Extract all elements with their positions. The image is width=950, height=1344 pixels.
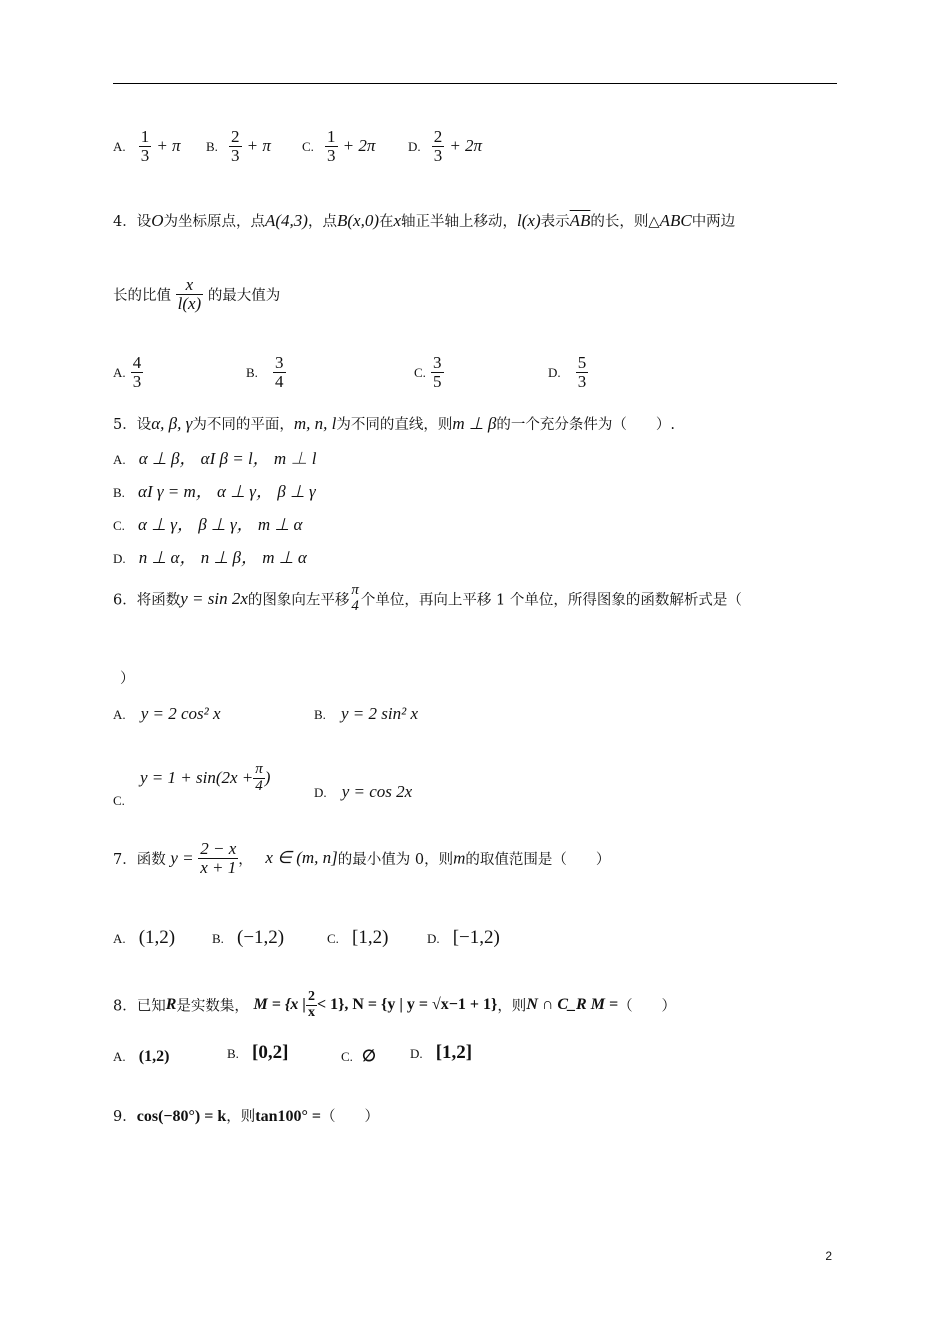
q3-option-a: A. $\frac{1}{3}$ + π <box>113 127 181 165</box>
q4-option-a: A. $\frac{4}{3}$ <box>113 353 142 391</box>
q5-stem: 5．设α, β, γ为不同的平面，m, n, l为不同的直线，则m ⊥ β的一个充分条件为（ ）. <box>113 414 675 433</box>
q6-option-c: $_{C.}$ y = 1 + sin(2x + $\frac{\pi}{4}$ ) <box>113 761 271 808</box>
q4-option-b: B. $\frac{3}{4}$ <box>246 353 284 391</box>
q4-stem-line1: 4．设O为坐标原点，点A(4,3)，点B(x,0)在x轴正半轴上移动，l(x)表示$\overline{AB}$的长，则△ABC中两边 <box>113 211 736 230</box>
q7-option-c: C. [1,2) <box>327 927 389 948</box>
q5-option-b: B. αI γ = m， α ⊥ γ， β ⊥ γ <box>113 482 316 501</box>
q3-option-d: D. $\frac{2}{3}$ + 2π <box>408 127 483 165</box>
q5-option-d: D. n ⊥ α， n ⊥ β， m ⊥ α <box>113 548 307 567</box>
q5-option-a: A. α ⊥ β， αI β = l， m ⊥ l <box>113 449 317 468</box>
q8-option-b: B. [0,2] <box>227 1042 289 1063</box>
q5-option-c: C. α ⊥ γ， β ⊥ γ， m ⊥ α <box>113 515 303 534</box>
q7-option-a: A. (1,2) <box>113 927 176 948</box>
q7-option-b: B. (−1,2) <box>212 927 285 948</box>
header-rule <box>113 83 837 84</box>
q3-option-c: C. $\frac{1}{3}$ + 2π <box>302 127 376 165</box>
q4-option-d: D. $\frac{5}{3}$ <box>548 353 587 391</box>
q3-option-b: B. $\frac{2}{3}$ + π <box>206 127 271 165</box>
q8-option-c: C. ∅ <box>341 1048 376 1065</box>
q6-option-d: D. y = cos 2x <box>314 782 413 801</box>
q8-option-d: D. [1,2] <box>410 1042 473 1063</box>
q6-option-a: A. y = 2 cos² x <box>113 704 221 723</box>
q6-stem: 6．将函数y = sin 2x的图象向左平移 π 4 个单位，再向上平移 1 个单位，所得图象的函数解析式是（ <box>113 582 742 614</box>
q6-stem-close: ） <box>120 671 135 687</box>
q4-stem-line2: 长的比值 $\frac{x}{l(x)}$ 的最大值为 <box>113 275 281 313</box>
q9-stem: 9．cos(−80°) = k，则tan100° =（ ） <box>113 1108 379 1125</box>
q6-option-b: B. y = 2 sin² x <box>314 704 419 723</box>
q7-option-d: D. [−1,2) <box>427 927 500 948</box>
q4-option-c: C. $\frac{3}{5}$ <box>414 353 442 391</box>
q8-option-a: A. (1,2) <box>113 1048 170 1065</box>
q8-stem: 8．已知R是实数集， M = {x | $\frac{2}{x}$ < 1}, N = {y | y = √x−1 + 1}，则N ∩ C_R M =（ ） <box>113 989 677 1020</box>
q7-stem: 7．函数 y = $\frac{2 - x}{x + 1}$ ， x ∈ (m, n]的最小值为 0，则m的取值范围是（ ） <box>113 839 611 877</box>
page-number: 2 <box>825 1249 832 1263</box>
